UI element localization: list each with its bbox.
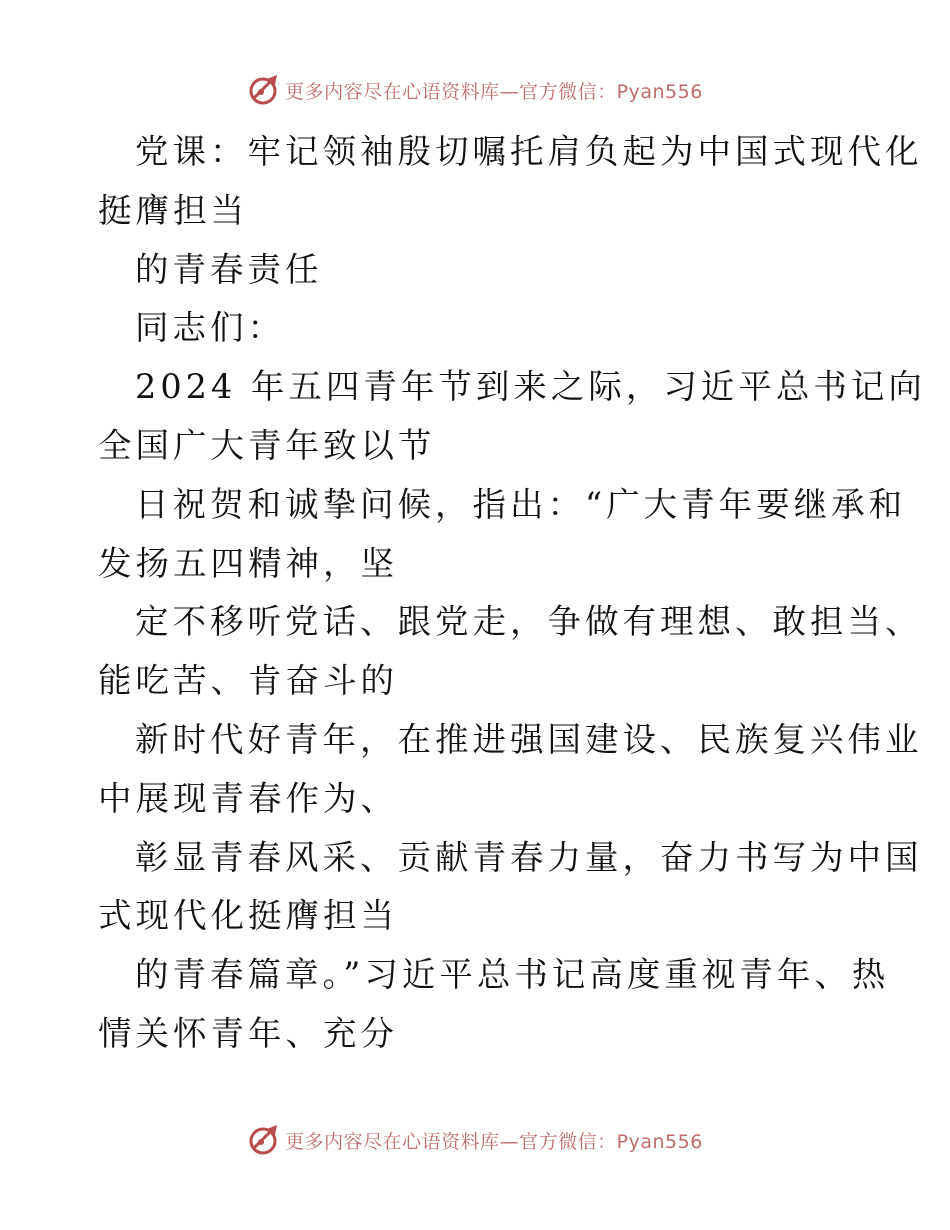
text-line: 彰显青春风采、贡献青春力量，奋力书写为中国 [135,837,923,877]
text-line: 全国广大青年致以节 [98,425,436,465]
text-line: 2024 年五四青年节到来之际，习近平总书记向 [135,367,926,407]
text-line: 发扬五四精神，坚 [98,543,398,583]
text-line: 的青春篇章。”习近平总书记高度重视青年、热 [135,955,890,995]
text-line: 党课：牢记领袖殷切嘱托肩负起为中国式现代化 [135,132,923,171]
quill-logo-icon [247,1123,281,1157]
text-line: 日祝贺和诚挚问候，指出：“广大青年要继承和 [135,484,907,524]
quill-logo-icon [247,73,281,107]
footer-banner [0,1120,950,1160]
text-line: 定不移听党话、跟党走，争做有理想、敢担当、 [135,602,923,642]
text-line: 同志们： [135,308,285,348]
header-banner [0,70,950,110]
banner-text: 更多内容尽在心语资料库—官方微信：Pyan556 [285,1130,703,1153]
text-line: 式现代化挺膺担当 [98,896,398,936]
text-line: 中展现青春作为、 [98,778,398,818]
text-line: 情关怀青年、充分 [98,1013,398,1053]
text-line: 能吃苦、肯奋斗的 [98,661,398,701]
text-line: 新时代好青年，在推进强国建设、民族复兴伟业 [135,719,923,759]
text-line: 挺膺担当 [98,190,248,230]
banner-text: 更多内容尽在心语资料库—官方微信：Pyan556 [285,80,703,103]
document-body [98,123,926,1064]
text-line: 的青春责任 [135,249,323,289]
